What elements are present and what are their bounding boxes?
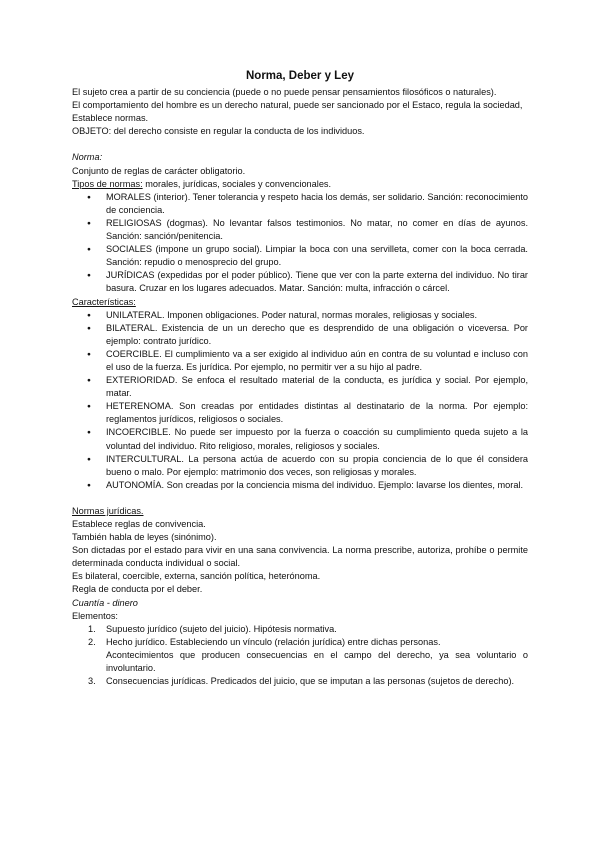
caracteristicas-list <box>72 309 528 492</box>
list-item: ● SOCIALES (impone un grupo social). Limpiar la boca con una servilleta, comer con la boca cerrada. Sanción: repudio o menosprecio del grupo. <box>72 243 528 269</box>
caracteristicas-label: Características: <box>72 296 136 307</box>
cuantia-line: Cuantía - dinero <box>72 597 138 608</box>
document-page <box>72 70 528 688</box>
juridicas-heading: Normas jurídicas. <box>72 505 144 516</box>
document-title: Norma, Deber y Ley <box>245 70 354 82</box>
intro-line-3: Establece normas. <box>72 113 149 124</box>
juridicas-line: Son dictadas por el estado para vivir en una sana convivencia. La norma prescribe, autoriza, prohíbe o permite determinada conducta individual o social. <box>72 545 528 569</box>
elementos-list <box>72 623 528 688</box>
intro-line-2: El comportamiento del hombre es un derecho natural, puede ser sancionado por el Estaco, regula la sociedad, <box>72 100 523 111</box>
list-item: ● AUTONOMÍA. Son creadas por la conciencia misma del individuo. Ejemplo: lavarse los dientes, moral. <box>72 479 528 492</box>
norma-definition: Conjunto de reglas de carácter obligatorio. <box>72 165 246 176</box>
juridicas-line: Es bilateral, coercible, externa, sanción política, heterónoma. <box>72 571 321 582</box>
item-number: 2. <box>88 636 96 647</box>
tipos-text: morales, jurídicas, sociales y convencionales. <box>142 178 332 189</box>
list-item: ● HETERENOMA. Son creadas por entidades distintas al destinatario de la norma. Por ejemplo: reglamentos jurídicos, religiosos o sociales. <box>72 400 528 426</box>
elementos-label: Elementos: <box>72 610 118 621</box>
juridicas-line: También habla de leyes (sinónimo). <box>72 532 217 543</box>
tipos-list <box>72 191 528 296</box>
tipos-label: Tipos de normas: <box>72 178 143 189</box>
list-item: ● INTERCULTURAL. La persona actúa de acuerdo con su propia conciencia de lo que él considera bueno o malo. Por ejemplo: matrimonio dos veces, son religiosas y morales. <box>72 453 528 479</box>
intro-line-4: OBJETO: del derecho consiste en regular la conducta de los individuos. <box>72 126 365 137</box>
item-text: Hecho jurídico. Estableciendo un vínculo (relación jurídica) entre dichas personas. <box>106 636 441 647</box>
list-item: ● MORALES (interior). Tener tolerancia y respeto hacia los demás, ser solidario. Sanción: reconocimiento de conciencia. <box>72 191 528 217</box>
juridicas-line: Establece reglas de convivencia. <box>72 519 206 529</box>
list-item <box>72 675 528 688</box>
list-item <box>72 623 528 636</box>
item-text: Consecuencias jurídicas. Predicados del juicio, que se imputan a las personas (sujetos de derecho). <box>106 676 515 687</box>
item-extra-text: Acontecimientos que producen consecuencias en el campo del derecho, ya sea voluntario o involuntario. <box>106 649 528 674</box>
list-item: ● UNILATERAL. Imponen obligaciones. Poder natural, normas morales, religiosas y sociales. <box>72 309 528 322</box>
item-text: Supuesto jurídico (sujeto del juicio). Hipótesis normativa. <box>106 623 337 634</box>
list-item: ● JURÍDICAS (expedidas por el poder público). Tiene que ver con la parte externa del individuo. No tirar basura. Cruzar en los lugares adecuados. Matar. Sanción: multa, infracción o cárcel. <box>72 269 528 295</box>
list-item: ● EXTERIORIDAD. Se enfoca el resultado material de la conducta, es jurídica y social. Por ejemplo, matar. <box>72 374 528 400</box>
list-item <box>72 636 528 675</box>
list-item: ● INCOERCIBLE. No puede ser impuesto por la fuerza o coacción su cumplimiento queda sujeto a la voluntad del individuo. Rito religioso, morales, religiosos y sociales. <box>72 426 528 452</box>
juridicas-line: Regla de conducta por el deber. <box>72 584 203 595</box>
list-item: ● COERCIBLE. El cumplimiento va a ser exigido al individuo aún en contra de su voluntad e incluso con el uso de la fuerza. Es jurídica. Por ejemplo, no permitir ver a su hijo al padre. <box>72 348 528 374</box>
list-item: ● RELIGIOSAS (dogmas). No levantar falsos testimonios. No matar, no comer en días de ayunos. Sanción: sanción/penitencia. <box>72 217 528 243</box>
list-item: ● BILATERAL. Existencia de un un derecho que es desprendido de una obligación o viceversa. Por ejemplo: contrato jurídico. <box>72 322 528 348</box>
item-number: 1. <box>88 623 96 634</box>
norma-heading: Norma: <box>72 152 103 163</box>
intro-line-1: El sujeto crea a partir de su conciencia (puede o no puede pensar pensamientos filosóficos o naturales). <box>72 87 497 98</box>
item-number: 3. <box>88 676 96 687</box>
tipos-line <box>72 178 528 191</box>
